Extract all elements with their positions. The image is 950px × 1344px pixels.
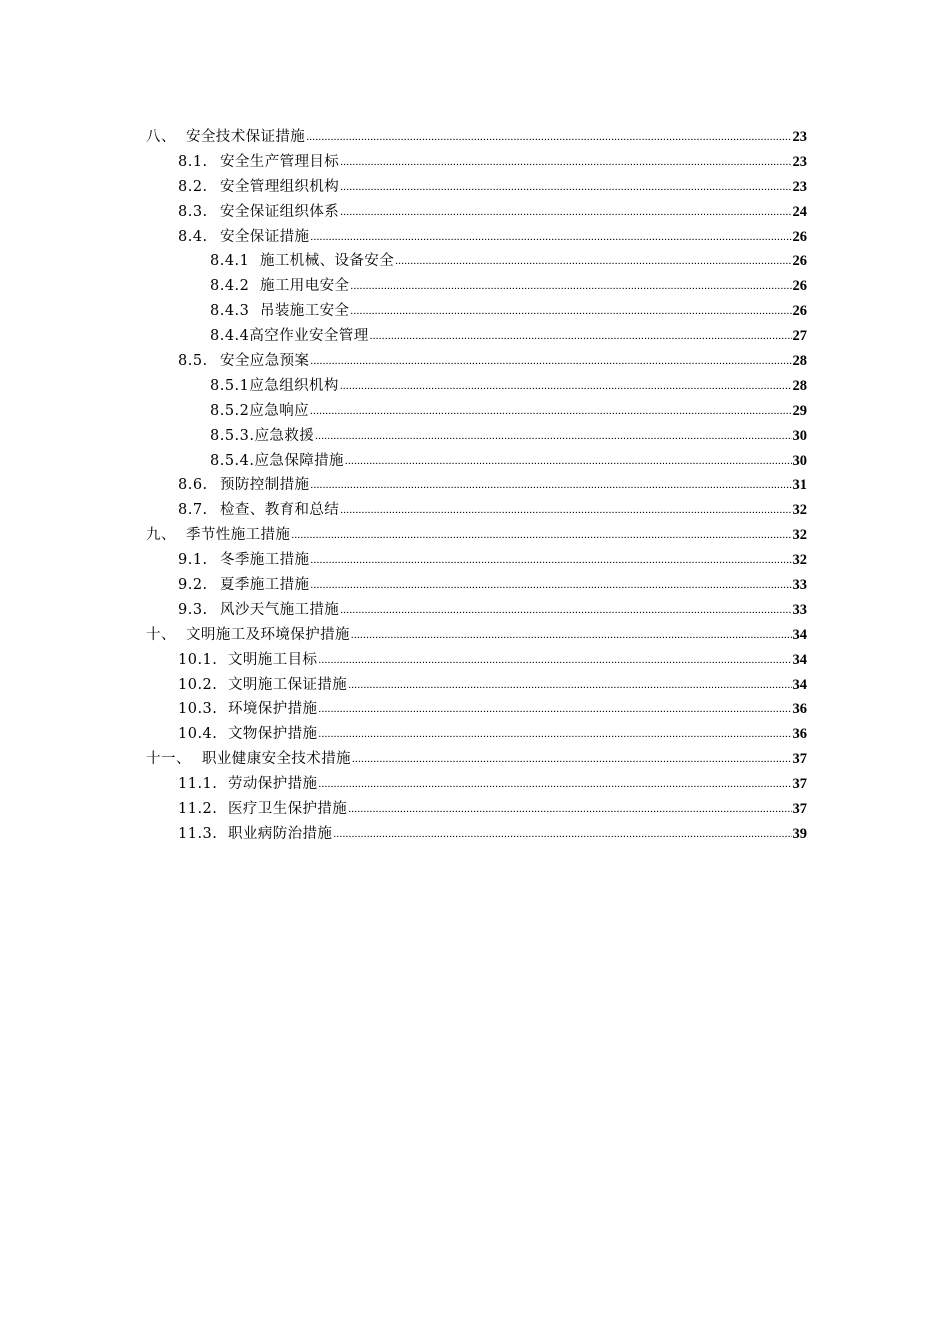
toc-entry[interactable] (146, 125, 807, 150)
toc-page-number: 34 (792, 626, 807, 643)
toc-page-number: 32 (792, 502, 807, 519)
toc-title: 风沙天气施工措施 (220, 601, 340, 618)
toc-title: 安全应急预案 (220, 353, 310, 370)
toc-number: 8.4.2 (210, 278, 250, 295)
toc-leader-dots (340, 199, 791, 225)
toc-number: 10.2. (178, 676, 218, 693)
toc-title: 文明施工及环境保护措施 (186, 626, 350, 643)
toc-entry[interactable] (146, 449, 807, 474)
toc-page-number: 37 (792, 751, 807, 768)
toc-number: 8.4.1 (210, 253, 250, 270)
toc-page-number: 26 (792, 253, 807, 270)
toc-page-number: 33 (792, 601, 807, 618)
toc-entry[interactable] (146, 573, 807, 598)
toc-number: 8.5.2 (210, 402, 250, 419)
toc-title: 文明施工目标 (228, 651, 318, 668)
toc-page-number: 24 (792, 203, 807, 220)
toc-page-number: 33 (792, 577, 807, 594)
toc-leader-dots (310, 572, 791, 598)
toc-leader-dots (310, 472, 791, 498)
toc-leader-dots (352, 746, 792, 772)
toc-title: 高空作业安全管理 (249, 328, 369, 345)
toc-page-number: 34 (792, 651, 807, 668)
toc-number: 10.3. (178, 701, 218, 718)
toc-page-number: 27 (792, 328, 807, 345)
toc-entry[interactable] (146, 548, 807, 573)
toc-leader-dots (315, 423, 791, 449)
table-of-contents (146, 125, 807, 847)
toc-page-number: 32 (792, 527, 807, 544)
toc-number: 8.5.1 (210, 377, 250, 394)
toc-leader-dots (395, 248, 791, 274)
toc-page-number: 23 (792, 129, 807, 145)
toc-number: 八、 (146, 129, 176, 145)
toc-page-number: 30 (792, 427, 807, 444)
toc-title: 医疗卫生保护措施 (228, 801, 348, 818)
toc-leader-dots (340, 497, 791, 523)
toc-title: 文物保护措施 (228, 726, 318, 743)
toc-leader-dots (350, 298, 791, 324)
toc-leader-dots (340, 597, 791, 623)
toc-number: 11.3. (178, 825, 218, 842)
toc-entry[interactable] (146, 648, 807, 673)
toc-page-number: 37 (792, 776, 807, 793)
toc-entry[interactable] (146, 299, 807, 324)
toc-number: 8.4.4 (210, 328, 250, 345)
toc-title: 劳动保护措施 (228, 776, 318, 793)
toc-entry[interactable] (146, 747, 807, 772)
toc-leader-dots (318, 721, 791, 747)
toc-leader-dots (306, 124, 791, 150)
toc-entry[interactable] (146, 175, 807, 200)
toc-leader-dots (291, 522, 791, 548)
toc-page-number: 36 (792, 726, 807, 743)
toc-entry[interactable] (146, 673, 807, 698)
toc-leader-dots (310, 224, 791, 250)
toc-entry[interactable] (146, 523, 807, 548)
toc-leader-dots (310, 547, 791, 573)
toc-leader-dots (310, 348, 791, 374)
toc-page-number: 29 (792, 402, 807, 419)
toc-title: 冬季施工措施 (220, 552, 310, 569)
toc-page-number: 30 (792, 452, 807, 469)
toc-entry[interactable] (146, 399, 807, 424)
toc-entry[interactable] (146, 697, 807, 722)
toc-page-number: 23 (792, 153, 807, 170)
toc-leader-dots (318, 696, 791, 722)
toc-title: 吊装施工安全 (260, 303, 350, 320)
toc-title: 施工用电安全 (260, 278, 350, 295)
toc-leader-dots (348, 672, 791, 698)
toc-leader-dots (350, 273, 791, 299)
toc-title: 检查、教育和总结 (220, 502, 340, 519)
toc-page-number: 39 (792, 825, 807, 842)
toc-title: 安全生产管理目标 (220, 153, 340, 170)
toc-title: 环境保护措施 (228, 701, 318, 718)
toc-page-number: 26 (792, 228, 807, 245)
toc-title: 预防控制措施 (220, 477, 310, 494)
toc-leader-dots (333, 821, 791, 847)
toc-entry[interactable] (146, 822, 807, 847)
toc-number: 十、 (146, 626, 176, 643)
toc-leader-dots (348, 796, 791, 822)
toc-title: 应急保障措施 (254, 452, 344, 469)
toc-leader-dots (370, 323, 792, 349)
toc-page-number: 26 (792, 278, 807, 295)
toc-title: 文明施工保证措施 (228, 676, 348, 693)
toc-entry[interactable] (146, 722, 807, 747)
toc-number: 11.2. (178, 801, 218, 818)
toc-leader-dots (340, 149, 791, 175)
toc-title: 职业健康安全技术措施 (202, 751, 351, 768)
toc-number: 8.5.4. (210, 452, 255, 469)
toc-title: 夏季施工措施 (220, 577, 310, 594)
toc-number: 8.1. (178, 153, 208, 170)
toc-entry[interactable] (146, 797, 807, 822)
toc-entry[interactable] (146, 424, 807, 449)
toc-page-number: 37 (792, 801, 807, 818)
toc-entry[interactable] (146, 200, 807, 225)
toc-number: 8.4. (178, 228, 208, 245)
toc-page-number: 34 (792, 676, 807, 693)
toc-entry[interactable] (146, 623, 807, 648)
toc-entry[interactable] (146, 225, 807, 250)
toc-title: 应急组织机构 (249, 377, 339, 394)
toc-entry[interactable] (146, 772, 807, 797)
toc-leader-dots (318, 647, 791, 673)
toc-leader-dots (351, 622, 792, 648)
toc-entry[interactable] (146, 249, 807, 274)
toc-number: 8.6. (178, 477, 208, 494)
toc-number: 8.5. (178, 353, 208, 370)
toc-number: 8.3. (178, 203, 208, 220)
toc-title: 应急响应 (249, 402, 310, 419)
toc-number: 8.4.3 (210, 303, 250, 320)
toc-page-number: 26 (792, 303, 807, 320)
toc-number: 9.3. (178, 601, 208, 618)
toc-number: 8.7. (178, 502, 208, 519)
toc-number: 9.2. (178, 577, 208, 594)
toc-leader-dots (340, 373, 792, 399)
toc-leader-dots (310, 398, 791, 424)
toc-title: 职业病防治措施 (228, 825, 333, 842)
toc-leader-dots (318, 771, 791, 797)
toc-page-number: 36 (792, 701, 807, 718)
toc-title: 安全保证组织体系 (220, 203, 340, 220)
toc-page-number: 31 (792, 477, 807, 494)
toc-entry[interactable] (146, 324, 807, 349)
toc-entry[interactable] (146, 374, 807, 399)
toc-number: 8.2. (178, 178, 208, 195)
toc-entry[interactable] (146, 150, 807, 175)
toc-entry[interactable] (146, 473, 807, 498)
toc-number: 十一、 (146, 751, 191, 768)
toc-page-number: 23 (792, 178, 807, 195)
toc-page-number: 28 (792, 353, 807, 370)
toc-entry[interactable] (146, 598, 807, 623)
toc-entry[interactable] (146, 498, 807, 523)
toc-leader-dots (340, 174, 791, 200)
toc-number: 10.4. (178, 726, 218, 743)
toc-number: 九、 (146, 527, 176, 544)
toc-title: 安全管理组织机构 (220, 178, 340, 195)
toc-title: 季节性施工措施 (186, 527, 291, 544)
toc-title: 安全技术保证措施 (186, 129, 306, 145)
toc-entry[interactable] (146, 274, 807, 299)
toc-number: 9.1. (178, 552, 208, 569)
toc-leader-dots (345, 448, 792, 474)
toc-page-number: 28 (792, 377, 807, 394)
toc-number: 11.1. (178, 776, 218, 793)
toc-title: 安全保证措施 (220, 228, 310, 245)
toc-page-number: 32 (792, 552, 807, 569)
toc-title: 施工机械、设备安全 (260, 253, 395, 270)
toc-entry[interactable] (146, 349, 807, 374)
toc-title: 应急救援 (254, 427, 315, 444)
toc-number: 8.5.3. (210, 427, 255, 444)
toc-number: 10.1. (178, 651, 218, 668)
